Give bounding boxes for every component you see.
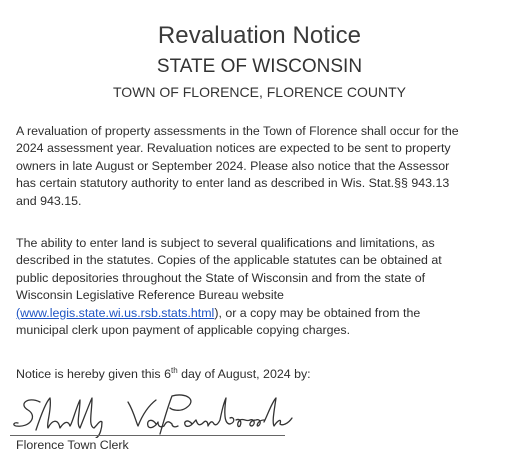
notice-text-end: day of August, 2024 by: [177,367,311,381]
paragraph-line: owners in late August or September 2024. Please also notice that the Assessor [16,158,450,173]
paragraph-line-with-link [16,305,508,322]
statutes-website-link[interactable]: (www.legis.state.wi.us.rsb.stats.html [16,305,215,320]
link-trailing-text: ), or a copy may be obtained from the [214,305,421,320]
paragraph-line: has certain statutory authority to enter land as described in Wis. Stat.§§ 943.13 [16,176,450,191]
paragraph-line: 2024 assessment year. Revaluation notices are expected to be sent to property [16,141,451,156]
paragraph-line: public depositories throughout the State of Wisconsin and from the state of [16,270,426,285]
paragraph-line: described in the statutes. Copies of the applicable statutes can be obtained at [16,253,442,268]
town-heading: TOWN OF FLORENCE, FLORENCE COUNTY [113,84,406,100]
signature-line [10,435,285,436]
paragraph-line: The ability to enter land is subject to several qualifications and limitations, as [16,236,435,250]
notice-text-start: Notice is hereby given this 6 [16,367,171,381]
paragraph-line: A revaluation of property assessments in the Town of Florence shall occur for the [16,124,459,138]
signer-title: Florence Town Clerk [16,438,129,452]
notice-title: Revaluation Notice [157,22,362,49]
state-heading: STATE OF WISCONSIN [156,56,363,77]
paragraph-line: municipal clerk upon payment of applicable copying charges. [16,323,351,338]
paragraph-line: Wisconsin Legislative Reference Bureau website [16,288,284,303]
paragraph-entry-rights [16,235,508,339]
signature-scribble [10,388,310,438]
notice-given-line [16,366,508,383]
paragraph-revaluation [16,123,508,210]
ordinal-suffix: th [170,365,178,375]
clerk-signature [10,388,310,438]
paragraph-line: and 943.15. [16,193,82,208]
